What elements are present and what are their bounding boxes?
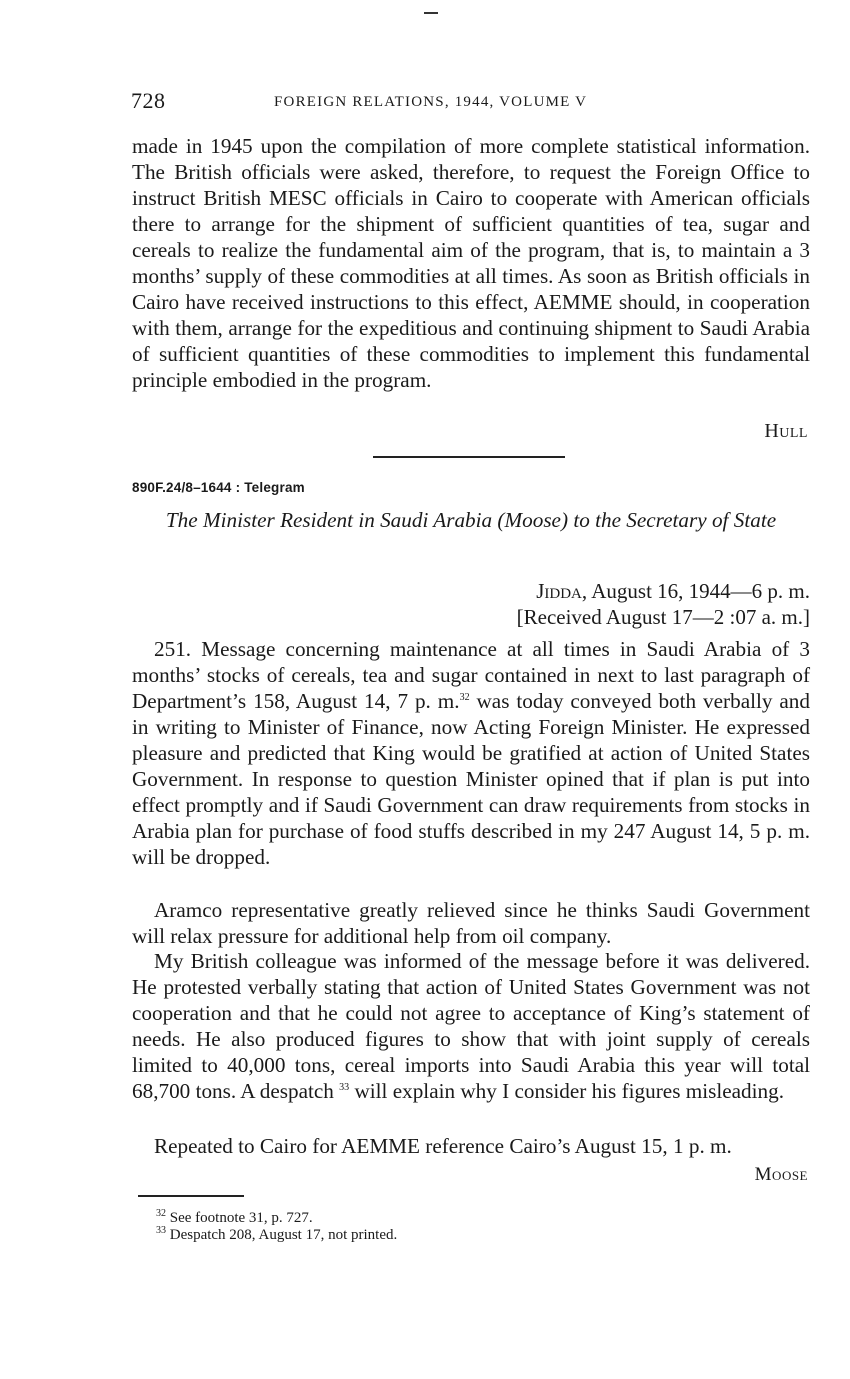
signature-moose: Moose (754, 1164, 808, 1185)
file-reference: 890F.24/8–1644 : Telegram (132, 480, 305, 495)
page-number: 728 (131, 88, 166, 113)
document-title: The Minister Resident in Saudi Arabia (Moose) to the Secretary of State (165, 508, 777, 532)
dateline-date: , August 16, 1944—6 p. m. (581, 579, 810, 603)
top-mark (424, 12, 438, 14)
dateline (536, 578, 810, 604)
paragraph-aramco: Aramco representative greatly relieved since he thinks Saudi Government will relax pressure for additional help from oil company. (132, 898, 810, 948)
footnote-ref-33: 33 (339, 1081, 350, 1093)
paragraph-british-text-b: will explain why I consider his figures misleading. (349, 1079, 785, 1103)
footnote-text: See footnote 31, p. 727. (166, 1210, 313, 1226)
paragraph-251-text-a: 251. Message concerning maintenance at all times in Saudi Arabia of 3 months’ stocks of cereals, tea and sugar contained in next to last paragraph of Department’s 158, August 14, 7 p. m. (132, 637, 810, 713)
paragraph-repeated: Repeated to Cairo for AEMME reference Cairo’s August 15, 1 p. m. (154, 1134, 732, 1158)
footnotes (156, 1210, 397, 1244)
footnote-33 (156, 1227, 397, 1244)
footnote-text: Despatch 208, August 17, not printed. (166, 1227, 398, 1243)
paragraph-british-text-a: My British colleague was informed of the message before it was delivered. He protested verbally stating that action of United States Government was not cooperation and that he could not agree to acceptance of King’s statement of needs. He also produced figures to show that with joint supply of cereals limited to 40,000 tons, cereal imports into Saudi Arabia this year will total 68,700 tons. A despatch (132, 949, 810, 1103)
preceding-paragraph: made in 1945 upon the compilation of more complete statistical information. The British officials were asked, therefore, to request the Foreign Office to instruct British MESC officials in Cairo to cooperate with American officials there to arrange for the shipment of sufficient quantities of tea, sugar and cereals to realize the fundamental aim of the program, that is, to maintain a 3 months’ supply of these commodities at all times. As soon as British officials in Cairo have received instructions to this effect, AEMME should, in cooperation with them, arrange for the expeditious and continuing shipment to Saudi Arabia of sufficient quantities of these commodities to implement this fundamental principle embodied in the program. (132, 134, 810, 392)
paragraph-british-colleague (132, 948, 810, 1104)
footnote-rule (138, 1195, 244, 1197)
footnote-mark: 33 (156, 1225, 166, 1236)
footnote-mark: 32 (156, 1208, 166, 1219)
signature-hull: Hull (764, 420, 808, 442)
running-head: FOREIGN RELATIONS, 1944, VOLUME V (274, 94, 588, 110)
footnote-32 (156, 1210, 397, 1227)
paragraph-251 (132, 636, 810, 870)
paragraph-251-text-b: was today conveyed both verbally and in writing to Minister of Finance, now Acting Foreign Minister. He expressed pleasure and predicted that King would be gratified at action of United States Government. In response to question Minister opined that if plan is put into effect promptly and if Saudi Government can draw requirements from stocks in Arabia plan for purchase of food stuffs described in my 247 August 14, 5 p. m. will be dropped. (132, 689, 810, 869)
footnote-ref-32: 32 (459, 691, 470, 703)
received-line: [Received August 17—2 :07 a. m.] (516, 605, 810, 629)
dateline-place: Jidda (536, 579, 582, 603)
section-divider (373, 456, 565, 458)
page-header (131, 88, 811, 118)
